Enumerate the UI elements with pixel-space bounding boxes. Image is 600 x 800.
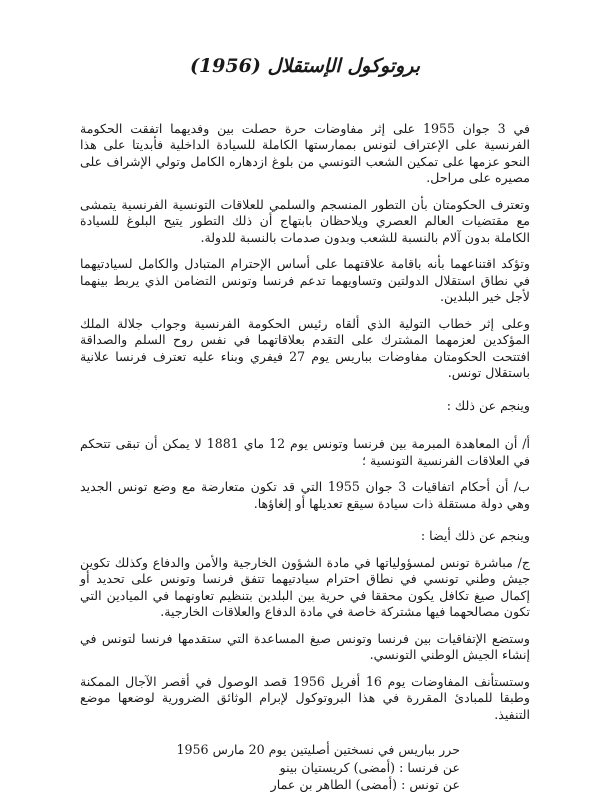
result-a: أ/ أن المعاهدة المبرمة بين فرنسا وتونس يوم 12 ماي 1881 لا يمكن أن تبقى تتحكم في العلاقات الفرنسية التونسية ؛ [80,436,531,468]
result-c: ج/ مباشرة تونس لمسؤولياتها في مادة الشؤون الخارجية والأمن والدفاع وكذلك تكوين جيش وطني تونسي في نطاق احترام سيادتيهما تتفق فرنسا وتونس على تحديد أو إكمال صيغ تكافل يكون محققا في حرية بين البلدين بتنظيم تعاونهما في الميادين التي تكون مصالحهما فيها مشتركة خاصة في مادة الدفاع والعلاقات الخارجية. [80,554,530,619]
result-b: ب/ أن أحكام اتفاقيات 3 جوان 1955 التي قد تكون متعارضة مع وضع تونس الجديد وهي دولة مستقلة ذات سيادة سيقع تعديلها أو إلغاؤها. [80,479,531,511]
paragraph-1: في 3 جوان 1955 على إثر مفاوضات حرة حصلت بين وفديهما اتفقت الحكومة الفرنسية على الإعتراف لتونس بممارستها الكاملة للسيادة الداخلية فأبديتا على هذا النحو عزمها على تمكين الشعب التونسي من بلوغ ازدهاره الكامل وتولي الإشراف على مصيره على مراحل. [80,120,530,185]
signature-tunisia: عن تونس : (أمضى) الطاهر بن عمار [270,777,460,792]
results-intro-1: وينجم عن ذلك : [446,397,530,413]
closing-paragraph-1: وستضع الإتفاقيات بين فرنسا وتونس صيغ المساعدة التي ستقدمها فرنسا لتونس في إنشاء الجيش الوطني التونسي. [80,630,530,662]
signature-france: عن فرنسا : (أمضى) كريستيان بينو [279,759,460,775]
paragraph-4: وعلى إثر خطاب التولية الذي ألقاه رئيس الحكومة الفرنسية وجواب جلالة الملك المؤكدين لعزمهما المشترك على التقدم بعلاقاتهما في نفس روح السلم والصداقة افتتحت الحكومتان مفاوضات بباريس يوم 27 فيفري وبناء عليه تعترف فرنسا علانية باستقلال تونس. [80,315,530,380]
signature-place-date: حرر بباريس في نسختين أصليتين يوم 20 مارس 1956 [176,742,460,757]
closing-paragraph-2: وستستأنف المفاوضات يوم 16 أفريل 1956 قصد الوصول في أقصر الآجال الممكنة وطبقا للمبادئ المقررة في هذا البروتوكول لإبرام الوثائق الضرورية لوضعها موضع التنفيذ. [80,673,530,722]
paragraph-3: وتؤكد اقتناعهما بأنه باقامة علاقتهما على أساس الإحترام المتبادل والكامل لسيادتيهما في نطاق استقلال الدولتين وتساويهما تدعم فرنسا وتونس التضامن الذي يربط بينهما لأجل خير البلدين. [80,256,530,304]
paragraph-2: وتعترف الحكومتان بأن التطور المنسجم والسلمي للعلاقات التونسية الفرنسية يتمشى مع مقتضيات العالم العصري ويلاحظان بابتهاج أن ذلك التطور يتيح البلوغ للسيادة الكاملة بدون آلام بالنسبة للشعب وبدون صدمات بالنسبة للدولة. [80,196,530,245]
signature-block [80,741,530,794]
results-intro-2: وينجم عن ذلك أيضا : [420,528,530,543]
document-title: بروتوكول الإستقلال (1956) [189,55,421,77]
